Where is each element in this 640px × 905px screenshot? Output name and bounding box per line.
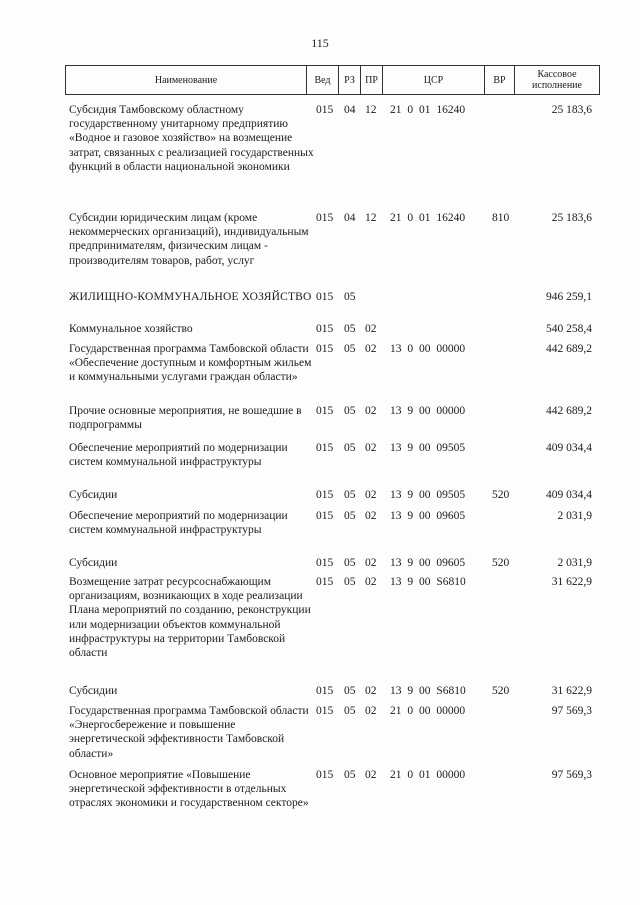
row-rz: 05 bbox=[344, 489, 356, 501]
row-pr: 02 bbox=[365, 442, 377, 454]
row-name: Основное мероприятие «Повышение энергетической эффективности в отдельных отраслях экономики и государственном секторе» bbox=[69, 769, 309, 810]
row-amount: 409 034,4 bbox=[546, 442, 592, 454]
row-csr: 13 9 00 09505 bbox=[390, 442, 466, 454]
row-name: Субсидия Тамбовскому областному государственному унитарному предприятию «Водное и газовое хозяйство» на возмещение затрат, связанных с реализацией государственных функций в области национальной экономики bbox=[69, 104, 314, 173]
row-rz: 05 bbox=[344, 323, 356, 335]
row-amount: 540 258,4 bbox=[546, 323, 592, 335]
row-amount: 2 031,9 bbox=[557, 557, 592, 569]
row-csr: 13 9 00 09605 bbox=[390, 510, 466, 522]
row-pr: 02 bbox=[365, 405, 377, 417]
header-pr: ПР bbox=[360, 66, 382, 94]
row-rz: 04 bbox=[344, 104, 356, 116]
row-csr: 13 9 00 09505 bbox=[390, 489, 466, 501]
row-name: Прочие основные мероприятия, не вошедшие в подпрограммы bbox=[69, 405, 302, 432]
row-name: Возмещение затрат ресурсоснабжающим организациям, возникающих в ходе реализации Плана мероприятий по созданию, реконструкции или модернизации объектов коммунальной инфраструктуры на территории Тамбовской области bbox=[69, 576, 311, 660]
row-rz: 05 bbox=[344, 576, 356, 588]
row-rz: 05 bbox=[344, 510, 356, 522]
row-ved: 015 bbox=[316, 291, 334, 303]
row-rz: 05 bbox=[344, 557, 356, 569]
row-ved: 015 bbox=[316, 212, 334, 224]
row-vr: 520 bbox=[492, 685, 510, 697]
row-rz: 05 bbox=[344, 705, 356, 717]
table-header bbox=[65, 65, 600, 95]
row-amount: 2 031,9 bbox=[557, 510, 592, 522]
row-name: Субсидии bbox=[69, 557, 118, 569]
row-csr: 13 9 00 S6810 bbox=[390, 576, 466, 588]
row-pr: 02 bbox=[365, 685, 377, 697]
row-ved: 015 bbox=[316, 576, 334, 588]
row-name: Субсидии bbox=[69, 489, 118, 501]
row-name: Государственная программа Тамбовской области «Энергосбережение и повышение энергетической эффективности Тамбовской области» bbox=[69, 705, 309, 760]
row-vr: 520 bbox=[492, 557, 510, 569]
row-amount: 97 569,3 bbox=[551, 705, 592, 717]
row-amount: 409 034,4 bbox=[546, 489, 592, 501]
row-ved: 015 bbox=[316, 769, 334, 781]
row-ved: 015 bbox=[316, 685, 334, 697]
row-rz: 05 bbox=[344, 343, 356, 355]
row-pr: 02 bbox=[365, 510, 377, 522]
page-number: 115 bbox=[311, 36, 329, 50]
row-ved: 015 bbox=[316, 557, 334, 569]
row-pr: 12 bbox=[365, 212, 377, 224]
row-ved: 015 bbox=[316, 405, 334, 417]
row-csr: 13 9 00 00000 bbox=[390, 405, 466, 417]
header-vr: ВР bbox=[484, 66, 514, 94]
row-name: ЖИЛИЩНО-КОММУНАЛЬНОЕ ХОЗЯЙСТВО bbox=[69, 291, 312, 303]
header-ved: Вед bbox=[306, 66, 338, 94]
row-csr: 13 9 00 09605 bbox=[390, 557, 466, 569]
row-rz: 05 bbox=[344, 442, 356, 454]
row-pr: 02 bbox=[365, 705, 377, 717]
row-rz: 05 bbox=[344, 291, 356, 303]
row-pr: 02 bbox=[365, 323, 377, 335]
row-amount: 31 622,9 bbox=[551, 576, 592, 588]
row-csr: 21 0 01 00000 bbox=[390, 769, 466, 781]
row-name: Государственная программа Тамбовской области «Обеспечение доступным и комфортным жильем и коммунальными услугами граждан области» bbox=[69, 343, 312, 384]
row-rz: 05 bbox=[344, 769, 356, 781]
row-rz: 05 bbox=[344, 405, 356, 417]
row-amount: 31 622,9 bbox=[551, 685, 592, 697]
row-pr: 12 bbox=[365, 104, 377, 116]
row-pr: 02 bbox=[365, 557, 377, 569]
header-amount: Кассовое исполнение bbox=[514, 66, 599, 94]
row-ved: 015 bbox=[316, 489, 334, 501]
row-ved: 015 bbox=[316, 442, 334, 454]
row-csr: 21 0 00 00000 bbox=[390, 705, 466, 717]
row-name: Субсидии bbox=[69, 685, 118, 697]
row-amount: 97 569,3 bbox=[551, 769, 592, 781]
row-rz: 04 bbox=[344, 212, 356, 224]
row-csr: 13 0 00 00000 bbox=[390, 343, 466, 355]
row-ved: 015 bbox=[316, 510, 334, 522]
row-csr: 13 9 00 S6810 bbox=[390, 685, 466, 697]
row-amount: 946 259,1 bbox=[546, 291, 592, 303]
row-amount: 25 183,6 bbox=[551, 212, 592, 224]
row-pr: 02 bbox=[365, 576, 377, 588]
row-name: Обеспечение мероприятий по модернизации систем коммунальной инфраструктуры bbox=[69, 510, 288, 537]
header-name: Наименование bbox=[154, 74, 218, 86]
header-csr: ЦСР bbox=[382, 66, 484, 94]
row-name: Субсидии юридическим лицам (кроме некоммерческих организаций), индивидуальным предпринимателям, физическим лицам - производителям товаров, работ, услуг bbox=[69, 212, 309, 267]
row-name: Коммунальное хозяйство bbox=[69, 323, 193, 335]
row-ved: 015 bbox=[316, 104, 334, 116]
row-vr: 520 bbox=[492, 489, 510, 501]
row-pr: 02 bbox=[365, 489, 377, 501]
row-pr: 02 bbox=[365, 769, 377, 781]
row-amount: 25 183,6 bbox=[551, 104, 592, 116]
row-ved: 015 bbox=[316, 705, 334, 717]
header-rz: РЗ bbox=[338, 66, 360, 94]
row-pr: 02 bbox=[365, 343, 377, 355]
row-amount: 442 689,2 bbox=[546, 343, 592, 355]
row-ved: 015 bbox=[316, 343, 334, 355]
row-name: Обеспечение мероприятий по модернизации систем коммунальной инфраструктуры bbox=[69, 442, 288, 469]
row-ved: 015 bbox=[316, 323, 334, 335]
row-rz: 05 bbox=[344, 685, 356, 697]
row-csr: 21 0 01 16240 bbox=[390, 212, 466, 224]
row-vr: 810 bbox=[492, 212, 510, 224]
row-csr: 21 0 01 16240 bbox=[390, 104, 466, 116]
row-amount: 442 689,2 bbox=[546, 405, 592, 417]
